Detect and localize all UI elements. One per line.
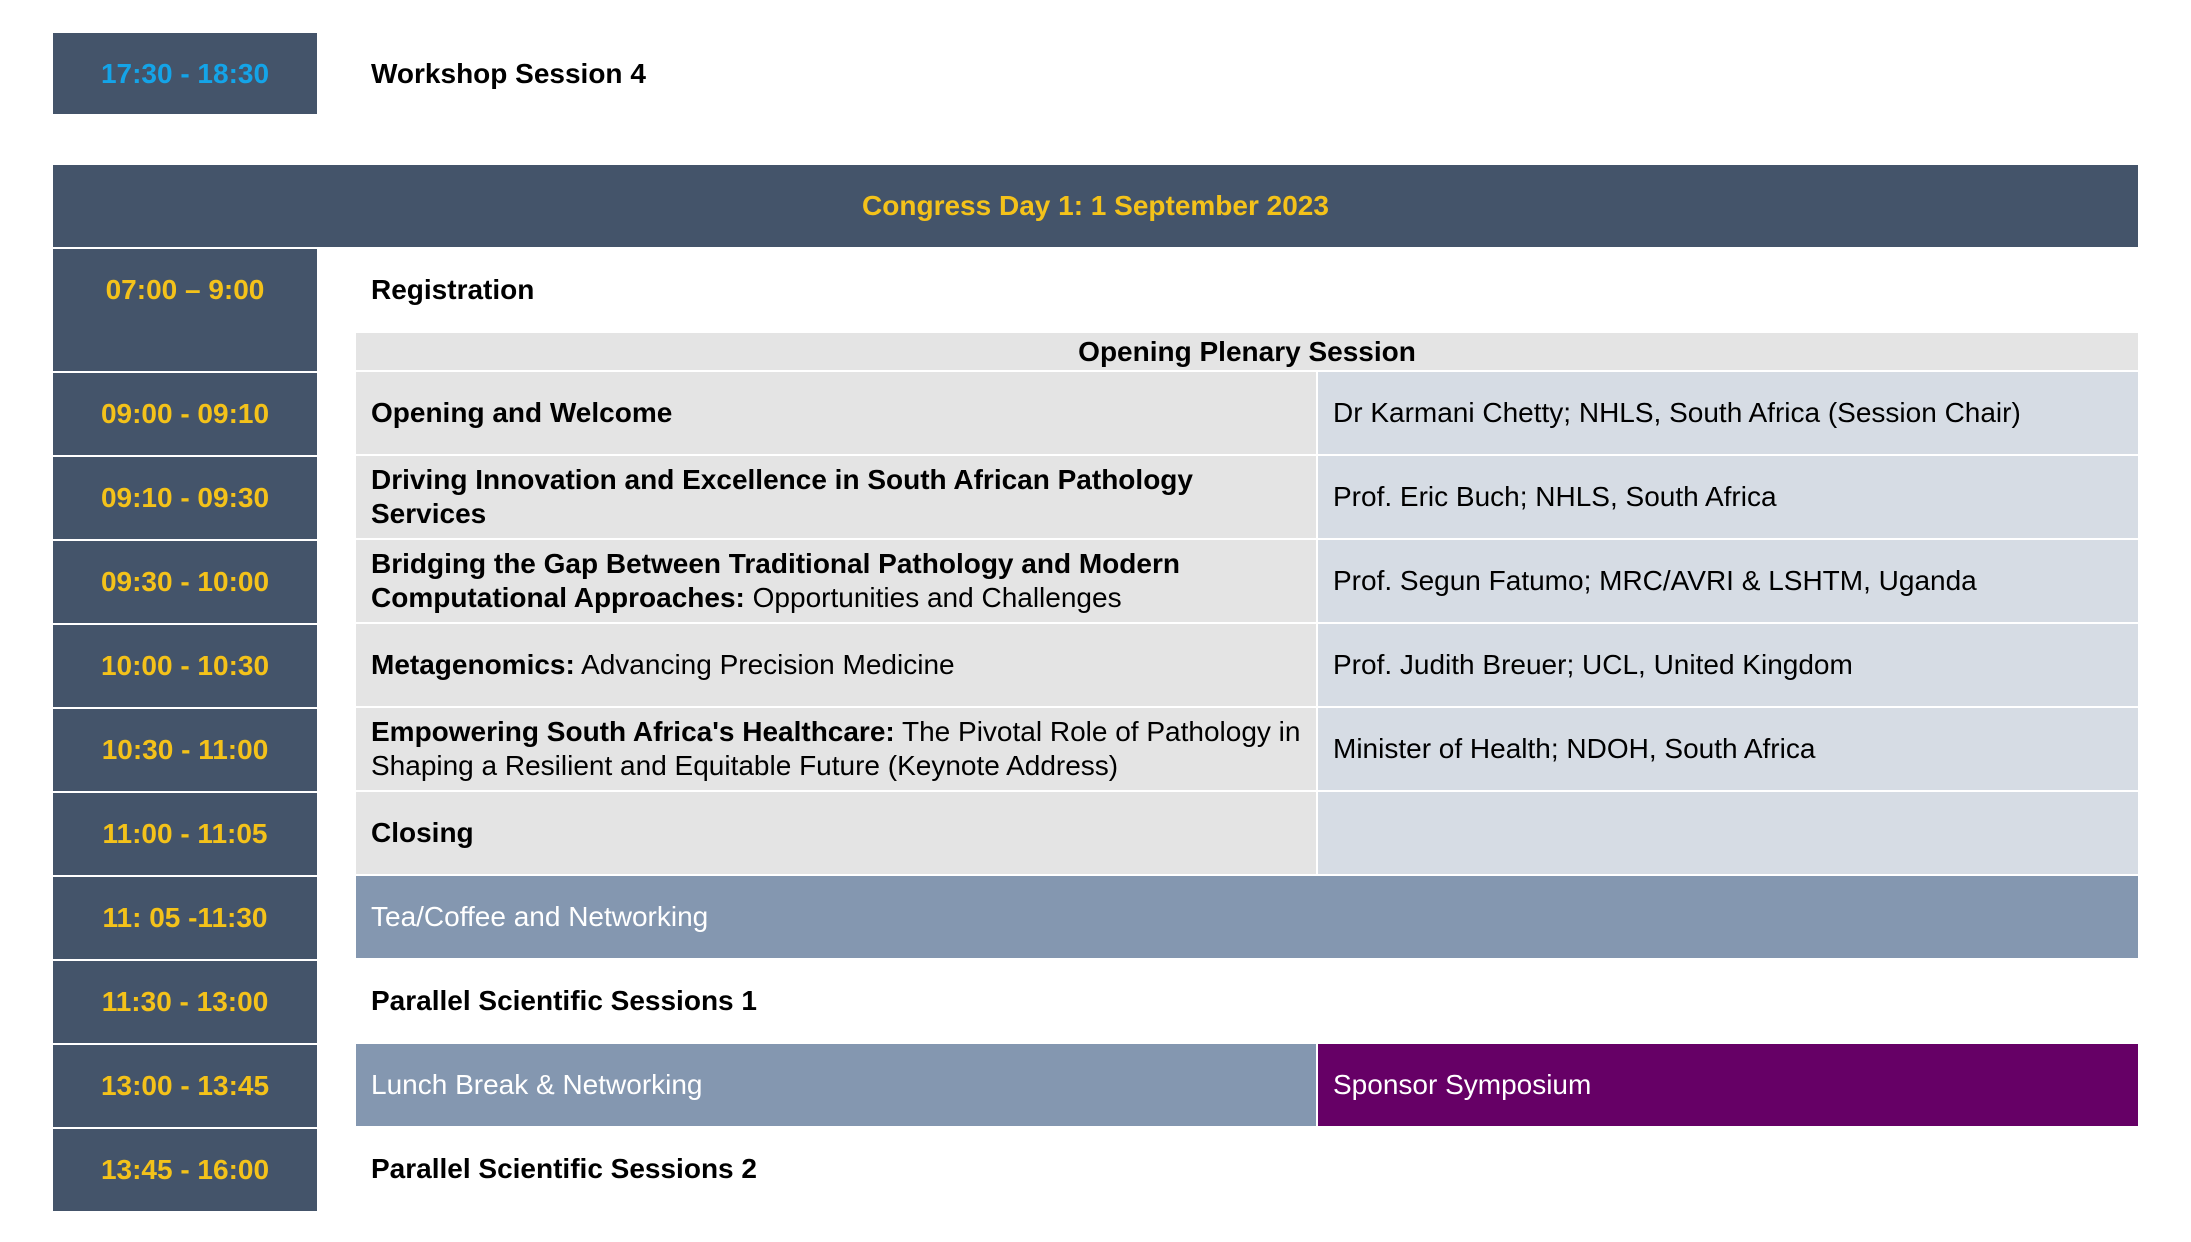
workshop-time: 17:30 - 18:30 [53, 33, 317, 114]
session-time: 10:30 - 11:00 [53, 707, 317, 791]
session-title-bold: Empowering South Africa's Healthcare: [371, 716, 895, 747]
session-title-bold: Metagenomics: [371, 649, 575, 680]
registration-title: Registration [356, 249, 2138, 331]
session-title-rest: The Pivotal Role of Pathology in Shaping a Resilient and Equitable Future (Keynote Address) [371, 716, 1301, 781]
parallel2-time: 13:45 - 16:00 [53, 1127, 317, 1211]
session-time: 09:30 - 10:00 [53, 539, 317, 623]
plenary-header: Opening Plenary Session [356, 333, 2138, 370]
session-title [356, 540, 1316, 622]
session-time: 10:00 - 10:30 [53, 623, 317, 707]
session-speaker: Prof. Eric Buch; NHLS, South Africa [1318, 456, 2138, 538]
session-time: 09:00 - 09:10 [53, 371, 317, 455]
session-title [356, 456, 1316, 538]
session-title-bold: Driving Innovation and Excellence in South African Pathology Services [371, 464, 1193, 529]
session-time: 09:10 - 09:30 [53, 455, 317, 539]
session-speaker: Minister of Health; NDOH, South Africa [1318, 708, 2138, 790]
parallel1-title: Parallel Scientific Sessions 1 [356, 960, 2138, 1042]
lunch-title: Lunch Break & Networking [356, 1044, 1316, 1126]
session-title-bold: Closing [371, 817, 474, 848]
session-speaker [1318, 792, 2138, 874]
session-speaker: Prof. Judith Breuer; UCL, United Kingdom [1318, 624, 2138, 706]
session-time: 11:00 - 11:05 [53, 791, 317, 875]
parallel2-title: Parallel Scientific Sessions 2 [356, 1128, 2138, 1210]
parallel1-time: 11:30 - 13:00 [53, 959, 317, 1043]
session-title [356, 708, 1316, 790]
session-speaker: Dr Karmani Chetty; NHLS, South Africa (Session Chair) [1318, 372, 2138, 454]
session-title [356, 792, 1316, 874]
session-title-rest: Advancing Precision Medicine [574, 649, 955, 680]
lunch-time: 13:00 - 13:45 [53, 1043, 317, 1127]
day-header: Congress Day 1: 1 September 2023 [53, 165, 2138, 247]
registration-time: 07:00 – 9:00 [53, 249, 317, 331]
session-title-bold: Bridging the Gap Between Traditional Pathology and Modern Computational Approaches: [371, 548, 1180, 613]
tea-title: Tea/Coffee and Networking [356, 876, 2138, 958]
session-speaker: Prof. Segun Fatumo; MRC/AVRI & LSHTM, Uganda [1318, 540, 2138, 622]
session-title [356, 624, 1316, 706]
session-title [356, 372, 1316, 454]
tea-time: 11: 05 -11:30 [53, 875, 317, 959]
session-title-bold: Opening and Welcome [371, 397, 673, 428]
workshop-title: Workshop Session 4 [356, 33, 1356, 114]
session-title-rest: Opportunities and Challenges [744, 582, 1122, 613]
sponsor-symposium: Sponsor Symposium [1318, 1044, 2138, 1126]
